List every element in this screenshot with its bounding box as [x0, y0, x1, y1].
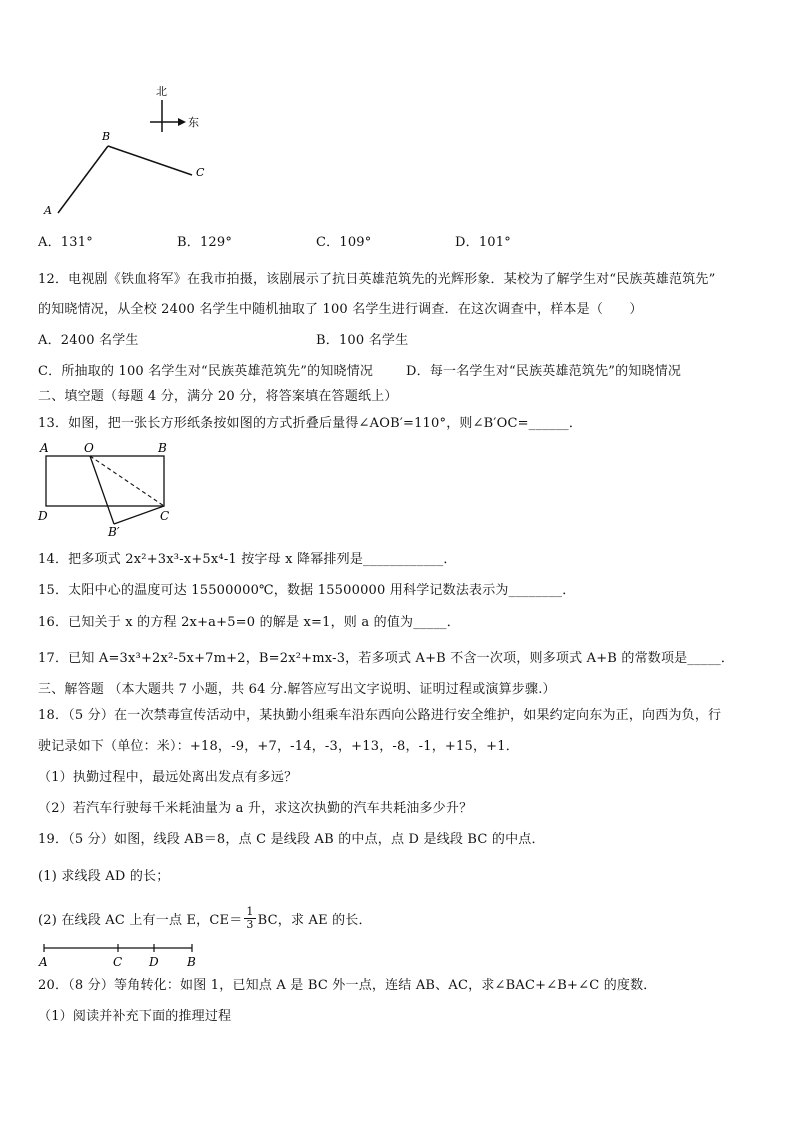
- point-bprime-label: B′: [108, 525, 120, 539]
- q11-option-c: C．109°: [316, 235, 372, 250]
- q16-text: 16．已知关于 x 的方程 2x+a+5=0 的解是 x=1，则 a 的值为_____．: [38, 615, 460, 630]
- fold-line-bc: [114, 506, 164, 524]
- q15-text: 15．太阳中心的温度可达 15500000℃，数据 15500000 用科学记数法表示为________．: [38, 583, 576, 598]
- q11-figure: [30, 80, 220, 220]
- point-b-label: B: [158, 441, 167, 455]
- q12-option-a: A．2400 名学生: [38, 333, 139, 348]
- q12-line-1: 12．电视剧《铁血将军》在我市拍摄，该剧展示了抗日英雄范筑先的光辉形象．某校为了解学生对“民族英雄范筑先”: [38, 272, 716, 287]
- q18-line-2: 驶记录如下（单位：米）：+18，-9，+7，-14，-3，+13，-8，-1，+15，+1．: [38, 739, 519, 754]
- q18-line-1: 18．（5 分）在一次禁毒宣传活动中，某执勤小组乘车沿东西向公路进行安全维护，如果约定向东为正，向西为负，行: [38, 708, 722, 723]
- point-c-label: C: [113, 955, 123, 969]
- point-c-label: C: [160, 509, 170, 523]
- compass-north-label: 北: [156, 85, 167, 98]
- point-d-label: D: [149, 955, 159, 969]
- q13-figure: [34, 438, 184, 539]
- q12-option-c: C．所抽取的 100 名学生对“民族英雄范筑先”的知晓情况: [38, 364, 374, 379]
- q17-text: 17．已知 A=3x³+2x²-5x+7m+2，B=2x²+mx-3，若多项式 A+B 不含一次项，则多项式 A+B 的常数项是_____．: [38, 651, 735, 666]
- point-d-label: D: [38, 509, 48, 523]
- q12-option-d: D．每一名学生对“民族英雄范筑先”的知晓情况: [406, 364, 682, 379]
- section-3-heading: 三、解答题 （本大题共 7 小题，共 64 分.解答应写出文字说明、证明过程或演算步骤.）: [38, 682, 556, 697]
- point-a-label: A: [44, 204, 52, 217]
- point-c-label: C: [196, 166, 205, 179]
- q18-part-1: （1）执勤过程中，最远处离出发点有多远？: [38, 770, 298, 785]
- section-2-heading: 二、填空题（每题 4 分，满分 20 分，将答案填在答题纸上）: [38, 389, 398, 404]
- q19-part-1: (1) 求线段 AD 的长；: [38, 869, 170, 884]
- point-b-label: B: [102, 130, 111, 143]
- fraction: [244, 906, 255, 931]
- q13-text: 13．如图，把一张长方形纸条按如图的方式折叠后量得∠AOB′=110°，则∠B′OC=______．: [38, 416, 583, 431]
- point-b-label: B: [187, 955, 196, 969]
- point-a-label: A: [39, 955, 48, 969]
- q11-option-b: B．129°: [177, 235, 233, 250]
- q19-part-2-suffix: BC，求 AE 的长．: [257, 913, 372, 928]
- q12-line-2: 的知晓情况，从全校 2400 名学生中随机抽取了 100 名学生进行调查．在这次调查中，样本是（ ）: [38, 302, 643, 317]
- q11-option-d: D．101°: [455, 235, 511, 250]
- fraction-denominator: 3: [246, 918, 254, 931]
- q19-part-2: [38, 905, 372, 933]
- q18-part-2: （2）若汽车行驶每千米耗油量为 a 升，求这次执勤的汽车共耗油多少升？: [38, 801, 473, 816]
- point-o-label: O: [84, 441, 94, 455]
- compass-east-label: 东: [188, 116, 199, 129]
- fraction-numerator: 1: [246, 905, 254, 918]
- fold-dashed-oc: [90, 456, 164, 506]
- q20-part-1: （1）阅读并补充下面的推理过程: [38, 1009, 232, 1024]
- q12-option-b: B．100 名学生: [316, 333, 409, 348]
- fold-line-ob: [90, 456, 114, 524]
- q20-line-1: 20．（8 分）等角转化：如图 1，已知点 A 是 BC 外一点，连结 AB、AC，求∠BAC+∠B+∠C 的度数．: [38, 978, 657, 993]
- polyline-ab: [58, 146, 108, 213]
- q14-text: 14．把多项式 2x²+3x³-x+5x⁴-1 按字母 x 降幂排列是____________．: [38, 552, 457, 567]
- q19-line-1: 19．（5 分）如图，线段 AB＝8，点 C 是线段 AB 的中点，点 D 是线段 BC 的中点．: [38, 832, 545, 847]
- q11-option-a: A．131°: [38, 235, 93, 250]
- q19-figure: [34, 940, 204, 970]
- point-a-label: A: [40, 441, 49, 455]
- compass-arrow-icon: [178, 118, 186, 126]
- polyline-bc: [108, 146, 192, 175]
- q19-part-2-prefix: (2) 在线段 AC 上有一点 E，CE＝: [38, 913, 243, 928]
